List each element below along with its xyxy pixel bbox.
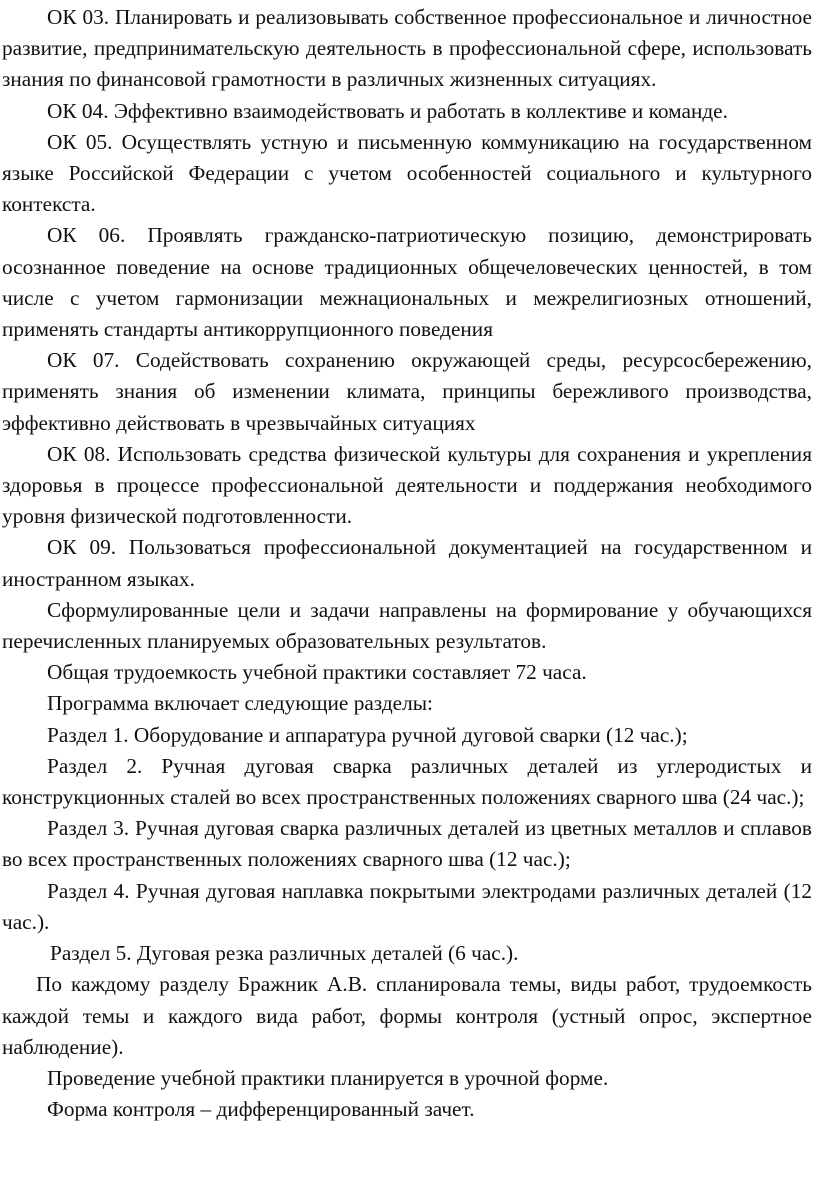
paragraph-practice-form: Проведение учебной практики планируется в урочной форме. (47, 1065, 609, 1090)
paragraph-program-sections-intro: Программа включает следующие разделы: (47, 691, 433, 716)
paragraph-section-4: Раздел 4. Ручная дуговая наплавка покрытыми электродами различных деталей (12 час.). (2, 878, 812, 934)
paragraph-ok03: ОК 03. Планировать и реализовывать собственное профессиональное и личностное развитие, предпринимательскую деятельность в профессиональной сфере, использовать знания по финансовой грамотности в различных жизненных ситуациях. (2, 5, 812, 92)
paragraph-ok06: ОК 06. Проявлять гражданско-патриотическую позицию, демонстрировать осознанное поведение на основе традиционных общечеловеческих ценностей, в том числе с учетом гармонизации межнациональных и межрелигиозных отношений, применять стандарты антикоррупционного поведения (2, 223, 812, 342)
paragraph-total-hours: Общая трудоемкость учебной практики составляет 72 часа. (47, 660, 587, 685)
paragraph-section-1: Раздел 1. Оборудование и аппаратура ручной дуговой сварки (12 час.); (47, 722, 688, 747)
paragraph-ok08: ОК 08. Использовать средства физической культуры для сохранения и укрепления здоровья в процессе профессиональной деятельности и поддержания необходимого уровня физической подготовленности. (2, 441, 812, 529)
paragraph-ok07: ОК 07. Содействовать сохранению окружающей среды, ресурсосбережению, применять знания об изменении климата, принципы бережливого производства, эффективно действовать в чрезвычайных ситуациях (2, 348, 812, 435)
paragraph-ok05: ОК 05. Осуществлять устную и письменную коммуникацию на государственном языке Российской Федерации с учетом особенностей социального и культурного контекста. (2, 129, 812, 217)
paragraph-ok09: ОК 09. Пользоваться профессиональной документацией на государственном и иностранном языках. (2, 535, 812, 591)
paragraph-section-3: Раздел 3. Ручная дуговая сварка различных деталей из цветных металлов и сплавов во всех пространственных положениях сварного шва (12 час.); (2, 816, 812, 872)
paragraph-ok04: ОК 04. Эффективно взаимодействовать и работать в коллективе и команде. (47, 98, 728, 123)
paragraph-planning: По каждому разделу Бражник А.В. спланировала темы, виды работ, трудоемкость каждой темы и каждого вида работ, формы контроля (устный опрос, экспертное наблюдение). (2, 972, 812, 1059)
paragraph-goals: Сформулированные цели и задачи направлены на формирование у обучающихся перечисленных планируемых образовательных результатов. (2, 597, 812, 654)
paragraph-section-2: Раздел 2. Ручная дуговая сварка различных деталей из углеродистых и конструкционных сталей во всех пространственных положениях сварного шва (24 час.); (2, 753, 812, 810)
paragraph-control-form: Форма контроля – дифференцированный зачет. (47, 1097, 475, 1122)
paragraph-section-5: Раздел 5. Дуговая резка различных деталей (6 час.). (50, 941, 519, 966)
